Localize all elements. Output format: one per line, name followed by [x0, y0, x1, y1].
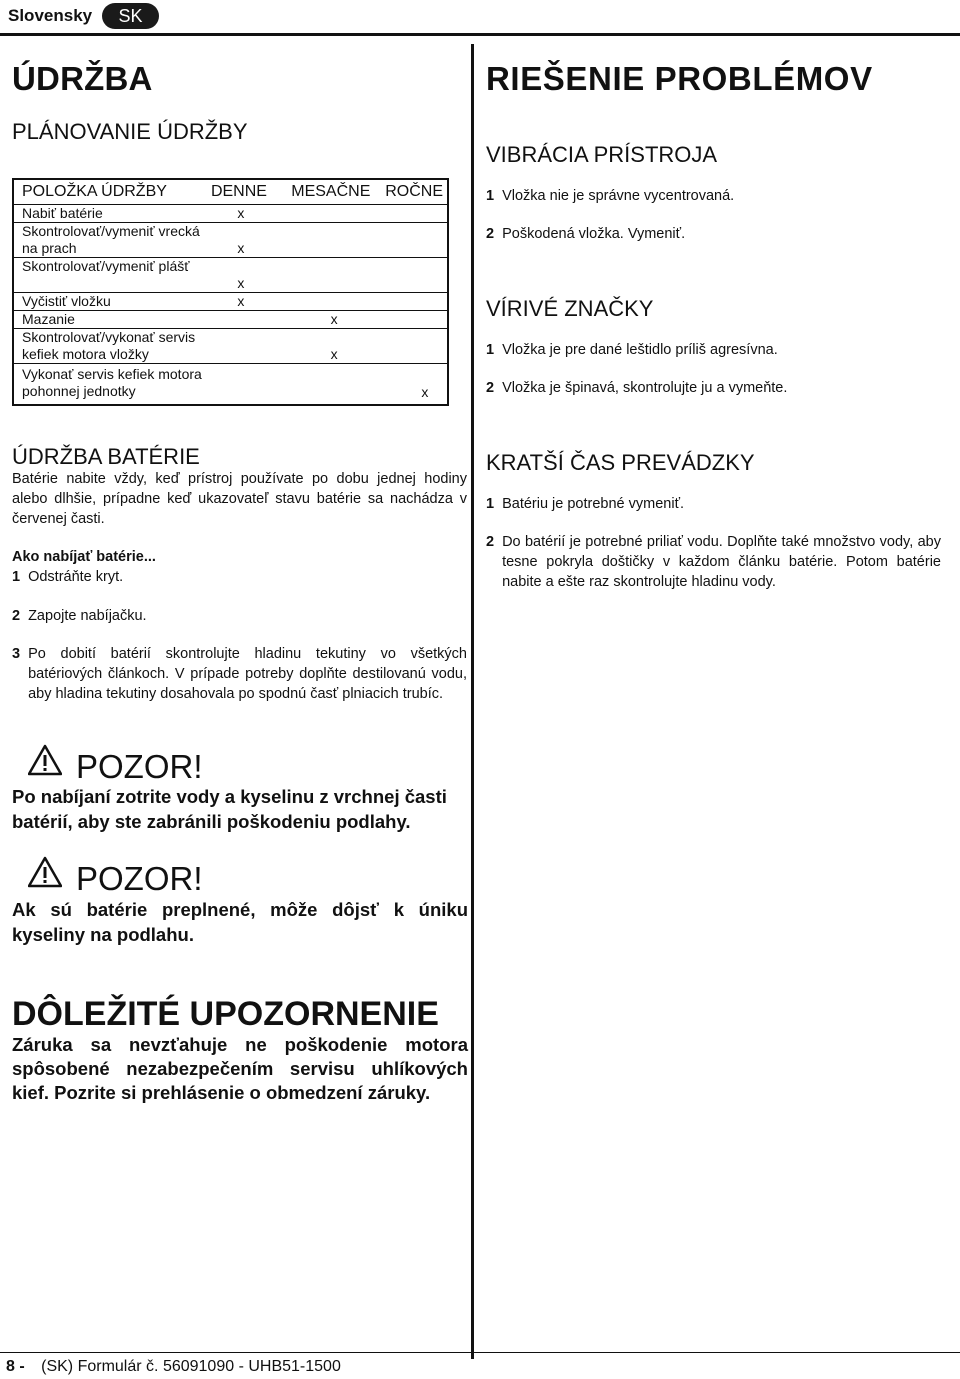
row-yearly	[403, 311, 447, 328]
col-header-yearly: ROČNE	[385, 183, 443, 200]
step-text: Zapojte nabíjačku.	[28, 608, 147, 624]
table-row	[14, 205, 447, 223]
row-daily	[216, 311, 265, 328]
step-text: Po dobití batérií skontrolujte hladinu tekutiny vo všetkých batériových článkoch. V prípade potreby doplňte destilovanú vodu, aby hladina tekutiny dosahovala po spodnú časť plniacich trubíc.	[28, 646, 467, 702]
section-title: VIBRÁCIA PRÍSTROJA	[486, 142, 718, 167]
form-label: Formulár č.	[77, 1358, 159, 1375]
warning-text: Po nabíjaní zotrite vody a kyselinu z vrchnej časti batérií, aby ste zabránili poškodeniu podlahy.	[12, 786, 447, 832]
table-row	[14, 258, 447, 293]
warning-title: POZOR!	[76, 860, 203, 897]
important-notice-title: DÔLEŽITÉ UPOZORNENIE	[12, 995, 439, 1033]
column-divider	[471, 44, 474, 1359]
item-text: Poškodená vložka. Vymeniť.	[502, 226, 686, 242]
row-yearly	[403, 223, 447, 257]
list-item	[486, 186, 734, 206]
row-yearly	[403, 205, 447, 222]
table-row	[14, 223, 447, 258]
row-item: Mazanie	[22, 311, 75, 327]
item-text: Batériu je potrebné vymeniť.	[502, 496, 685, 512]
battery-how-to: Ako nabíjať batérie...	[12, 549, 156, 565]
row-daily: x	[237, 275, 245, 291]
maintenance-title: ÚDRŽBA	[12, 60, 153, 97]
warning-text: Ak sú batérie preplnené, môže dôjsť k úniku kyseliny na podlahu.	[12, 899, 468, 945]
list-item	[486, 532, 941, 592]
step-number: 2	[12, 608, 21, 624]
item-number: 2	[486, 226, 495, 242]
col-header-daily: DENNE	[210, 183, 267, 200]
row-item: Skontrolovať/vykonať servis kefiek motora vložky	[22, 329, 196, 362]
row-item: Vykonať servis kefiek motora pohonnej jednotky	[22, 366, 202, 399]
row-yearly	[403, 329, 447, 363]
page-number: 8 -	[6, 1358, 25, 1375]
table-row	[14, 329, 447, 364]
row-yearly	[403, 293, 447, 310]
step-number: 3	[12, 646, 21, 662]
item-text: Vložka nie je správne vycentrovaná.	[502, 188, 735, 204]
language-badge: SK	[102, 3, 159, 29]
section-title: KRATŠÍ ČAS PREVÁDZKY	[486, 450, 755, 475]
troubleshooting-title: RIEŠENIE PROBLÉMOV	[486, 60, 873, 97]
warning-icon	[28, 744, 62, 781]
important-notice-text: Záruka sa nevzťahuje ne poškodenie motora spôsobené nezabezpečením servisu uhlíkových kief. Pozrite si prehlásenie o obmedzení záruky.	[12, 1034, 468, 1103]
table-row	[14, 364, 447, 404]
row-monthly: x	[330, 311, 338, 327]
row-daily	[216, 364, 265, 404]
form-prefix: (SK)	[41, 1358, 74, 1375]
row-monthly	[265, 223, 402, 257]
item-number: 1	[486, 188, 495, 204]
row-daily: x	[237, 293, 245, 309]
footer-rule	[0, 1352, 960, 1353]
col-header-monthly: MESAČNE	[291, 183, 371, 200]
row-monthly	[265, 205, 402, 222]
section-title: VÍRIVÉ ZNAČKY	[486, 296, 654, 321]
warning-title: POZOR!	[76, 748, 203, 785]
footer	[6, 1358, 341, 1376]
row-monthly	[265, 293, 402, 310]
battery-step	[12, 567, 123, 587]
row-item: Nabiť batérie	[22, 205, 103, 221]
table-row	[14, 311, 447, 329]
battery-intro: Batérie nabite vždy, keď prístroj používate po dobu jednej hodiny alebo dlhšie, prípadne keď ukazovateľ stavu batérie sa nachádza v červenej časti.	[12, 471, 467, 527]
item-text: Do batérií je potrebné priliať vodu. Doplňte také množstvo vody, aby tesne pokryla doštičky v každom článku batérie. Potom batérie nabite a ešte raz skontrolujte hladinu vody.	[502, 534, 941, 590]
battery-step	[12, 606, 147, 626]
list-item	[486, 340, 778, 360]
header-rule	[0, 33, 960, 36]
row-item: Skontrolovať/vymeniť vrecká na prach	[22, 223, 200, 256]
maintenance-schedule-table	[12, 178, 449, 406]
row-yearly: x	[421, 384, 429, 400]
row-monthly	[265, 258, 402, 292]
form-number: 56091090 - UHB51-1500	[162, 1358, 341, 1375]
list-item	[486, 378, 787, 398]
item-number: 2	[486, 534, 495, 550]
step-number: 1	[12, 569, 21, 585]
row-daily: x	[237, 240, 245, 256]
item-number: 2	[486, 380, 495, 396]
row-yearly	[403, 258, 447, 292]
row-monthly: x	[330, 346, 338, 362]
row-daily	[216, 329, 265, 363]
row-monthly	[265, 364, 402, 404]
battery-maintenance-title: ÚDRŽBA BATÉRIE	[12, 444, 200, 469]
row-item: Vyčistiť vložku	[22, 293, 111, 309]
item-text: Vložka je špinavá, skontrolujte ju a vymeňte.	[502, 380, 788, 396]
col-header-item: POLOŽKA ÚDRŽBY	[22, 183, 167, 200]
step-text: Odstráňte kryt.	[28, 569, 124, 585]
language-label: Slovensky	[8, 6, 93, 25]
item-number: 1	[486, 342, 495, 358]
list-item	[486, 494, 684, 514]
list-item	[486, 224, 685, 244]
maintenance-schedule-title: PLÁNOVANIE ÚDRŽBY	[12, 119, 248, 144]
row-item: Skontrolovať/vymeniť plášť	[22, 258, 190, 274]
row-daily: x	[237, 205, 245, 221]
table-row	[14, 293, 447, 311]
item-text: Vložka je pre dané leštidlo príliš agresívna.	[502, 342, 778, 358]
warning-icon	[28, 856, 62, 893]
battery-step	[12, 644, 467, 704]
table-header	[14, 180, 447, 205]
item-number: 1	[486, 496, 495, 512]
